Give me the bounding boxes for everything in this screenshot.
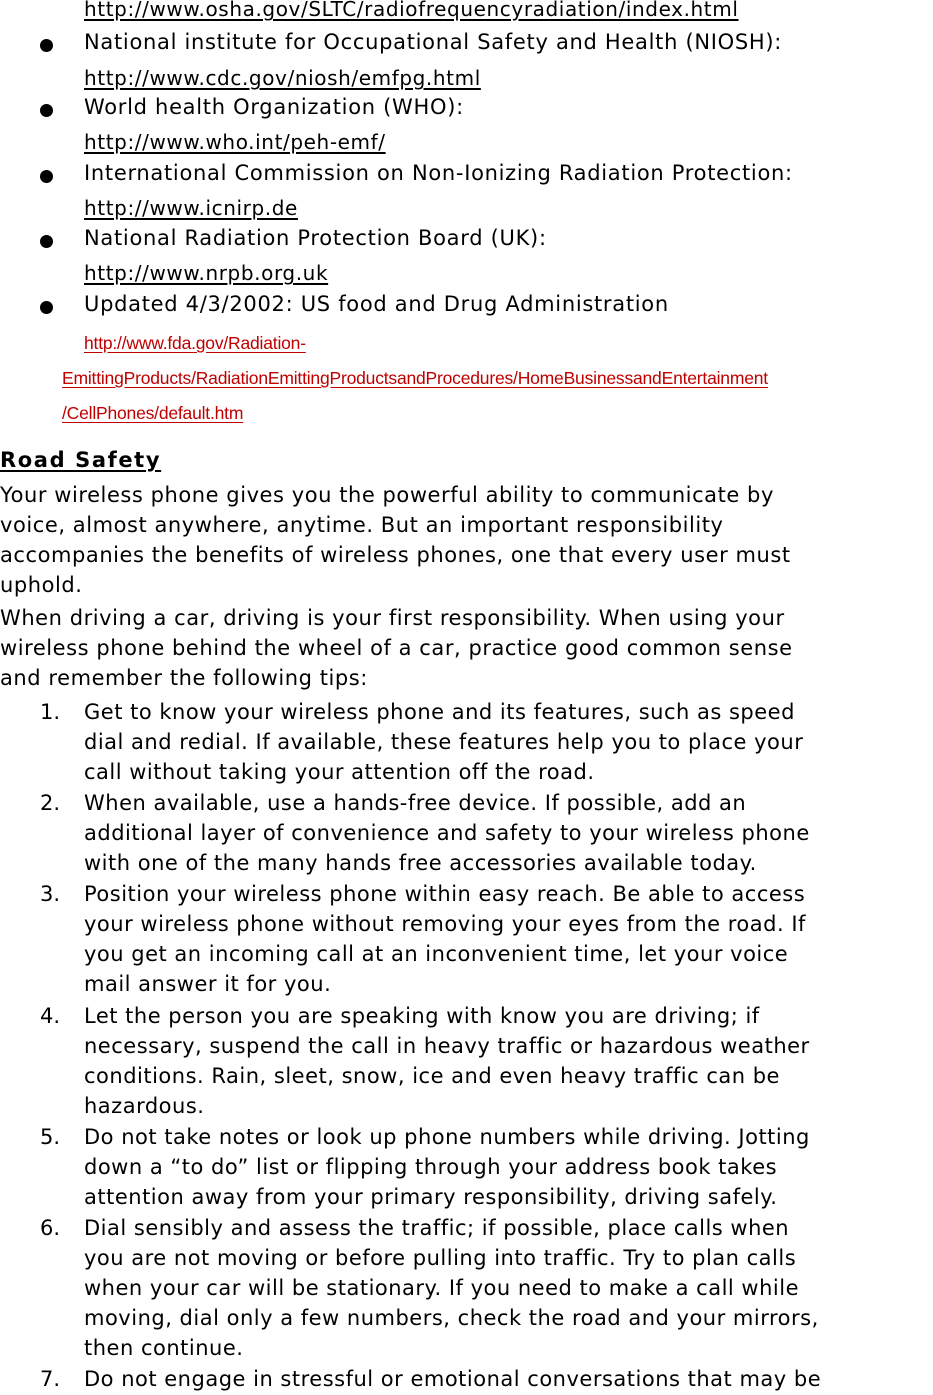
- paragraph-line: wireless phone behind the wheel of a car, practice good common sense: [0, 636, 793, 660]
- paragraph-line: uphold.: [0, 573, 83, 597]
- tip-line: with one of the many hands free accessories available today.: [84, 851, 757, 875]
- list-item: [0, 30, 933, 62]
- tip-line: attention away from your primary responsibility, driving safely.: [84, 1185, 778, 1209]
- bullet-icon: [40, 104, 53, 117]
- resource-label: National Radiation Protection Board (UK):: [84, 226, 547, 250]
- niosh-link[interactable]: http://www.cdc.gov/niosh/emfpg.html: [84, 66, 481, 90]
- fda-link-line[interactable]: EmittingProducts/RadiationEmittingProductsandProcedures/HomeBusinessandEntertainment: [62, 368, 768, 388]
- resource-label: Updated 4/3/2002: US food and Drug Administration: [84, 292, 669, 316]
- tip-line: you are not moving or before pulling into traffic. Try to plan calls: [84, 1246, 797, 1270]
- list-item: [0, 95, 933, 127]
- tip-line: hazardous.: [84, 1094, 205, 1118]
- bullet-icon: [40, 235, 53, 248]
- paragraph-line: When driving a car, driving is your first responsibility. When using your: [0, 606, 785, 630]
- list-number: 7.: [40, 1367, 61, 1391]
- tip-line: dial and redial. If available, these features help you to place your: [84, 730, 804, 754]
- tip-line: Do not engage in stressful or emotional conversations that may be: [84, 1367, 822, 1391]
- list-number: 5.: [40, 1125, 61, 1149]
- tip-line: then continue.: [84, 1336, 244, 1360]
- paragraph-line: Your wireless phone gives you the powerful ability to communicate by: [0, 483, 774, 507]
- tip-line: additional layer of convenience and safety to your wireless phone: [84, 821, 810, 845]
- list-number: 1.: [40, 700, 61, 724]
- tip-line: Get to know your wireless phone and its features, such as speed: [84, 700, 795, 724]
- resource-label: World health Organization (WHO):: [84, 95, 464, 119]
- bullet-icon: [40, 301, 53, 314]
- tip-line: Dial sensibly and assess the traffic; if possible, place calls when: [84, 1216, 790, 1240]
- bullet-icon: [40, 39, 53, 52]
- osha-link[interactable]: http://www.osha.gov/SLTC/radiofrequencyradiation/index.html: [84, 0, 739, 21]
- paragraph-line: and remember the following tips:: [0, 666, 368, 690]
- nrpb-link[interactable]: http://www.nrpb.org.uk: [84, 261, 329, 285]
- tip-line: When available, use a hands-free device. If possible, add an: [84, 791, 747, 815]
- fda-link-line[interactable]: /CellPhones/default.htm: [62, 403, 244, 423]
- list-item: [0, 161, 933, 193]
- list-number: 4.: [40, 1004, 61, 1028]
- section-heading: Road Safety: [0, 448, 162, 472]
- list-number: 2.: [40, 791, 61, 815]
- list-number: 3.: [40, 882, 61, 906]
- tip-line: call without taking your attention off the road.: [84, 760, 595, 784]
- resource-label: International Commission on Non-Ionizing Radiation Protection:: [84, 161, 793, 185]
- list-number: 6.: [40, 1216, 61, 1240]
- list-item: [0, 226, 933, 258]
- tip-line: Position your wireless phone within easy reach. Be able to access: [84, 882, 806, 906]
- list-item: [0, 292, 933, 324]
- paragraph-line: accompanies the benefits of wireless phones, one that every user must: [0, 543, 791, 567]
- resource-label: National institute for Occupational Safety and Health (NIOSH):: [84, 30, 783, 54]
- tip-line: mail answer it for you.: [84, 972, 332, 996]
- paragraph-line: voice, almost anywhere, anytime. But an important responsibility: [0, 513, 724, 537]
- tip-line: Let the person you are speaking with know you are driving; if: [84, 1004, 760, 1028]
- icnirp-link[interactable]: http://www.icnirp.de: [84, 196, 298, 220]
- tip-line: when your car will be stationary. If you need to make a call while: [84, 1276, 799, 1300]
- tip-line: Do not take notes or look up phone numbers while driving. Jotting: [84, 1125, 810, 1149]
- fda-link-line[interactable]: http://www.fda.gov/Radiation-: [84, 333, 306, 353]
- tip-line: you get an incoming call at an inconvenient time, let your voice: [84, 942, 789, 966]
- tip-line: down a “to do” list or flipping through your address book takes: [84, 1155, 778, 1179]
- tip-line: necessary, suspend the call in heavy traffic or hazardous weather: [84, 1034, 810, 1058]
- who-link[interactable]: http://www.who.int/peh-emf/: [84, 130, 386, 154]
- tip-line: your wireless phone without removing your eyes from the road. If: [84, 912, 806, 936]
- bullet-icon: [40, 170, 53, 183]
- tip-line: conditions. Rain, sleet, snow, ice and even heavy traffic can be: [84, 1064, 780, 1088]
- tip-line: moving, dial only a few numbers, check the road and your mirrors,: [84, 1306, 819, 1330]
